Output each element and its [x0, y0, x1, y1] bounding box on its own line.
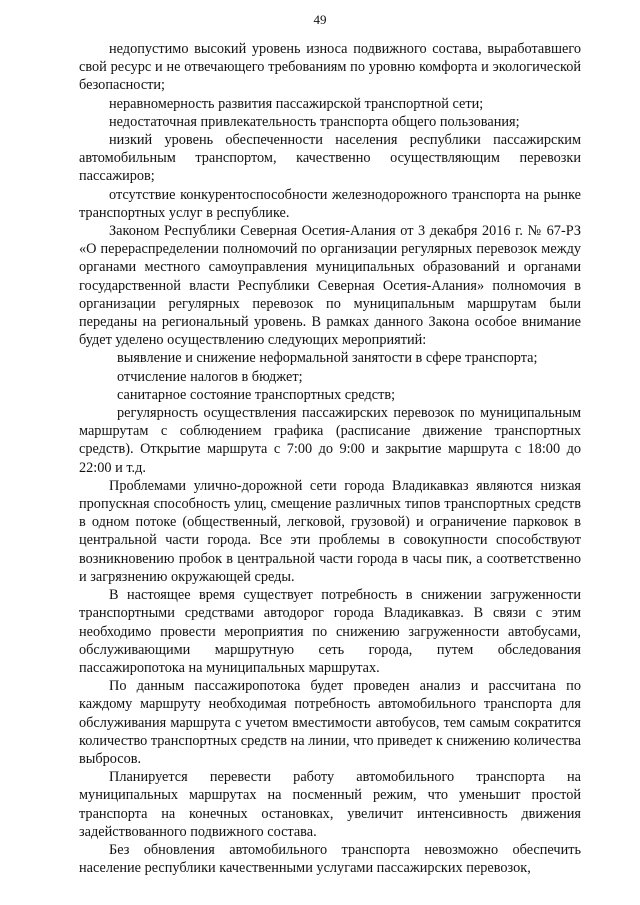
list-item: недостаточная привлекательность транспорта общего пользования; [109, 113, 520, 130]
list-item: недопустимо высокий уровень износа подвижного состава, выработавшего свой ресурс и не отвечающего требованиям по уровню комфорта и экологической безопасности; [79, 41, 581, 94]
page-number: 49 [313, 12, 327, 27]
paragraph: Без обновления автомобильного транспорта невозможно обеспечить население республики качественными услугами пассажирских перевозок, [79, 841, 581, 877]
list-item: выявление и снижение неформальной занятости в сфере транспорта; [117, 350, 538, 367]
list-item: неравномерность развития пассажирской транспортной сети; [109, 95, 484, 112]
body-text [79, 40, 581, 877]
list-item: низкий уровень обеспеченности населения республики пассажирским автомобильным транспортом, качественно осуществляющим перевозки пассажиров; [79, 132, 581, 185]
paragraph: В настоящее время существует потребность в снижении загруженности транспортными средствами автодорог города Владикавказ. В связи с этим необходимо провести мероприятия по снижению загруженности автобусами, обслуживающими маршрутную сеть города, путем обследования пассажиропотока на муниципальных маршрутах. [79, 587, 581, 676]
list-item: отчисление налогов в бюджет; [117, 368, 303, 385]
paragraph: Проблемами улично-дорожной сети города Владикавказ являются низкая пропускная способность улиц, смещение различных типов транспортных средств в одном потоке (общественный, легковой, грузовой) и ограничение парковок в центральной части города. Все эти проблемы в совокупности способствуют возникновению пробок в центральной части города в часы пик, а соответственно и загрязнению окружающей среды. [79, 477, 581, 585]
paragraph: По данным пассажиропотока будет проведен анализ и рассчитана по каждому маршруту необходимая потребность автомобильного транспорта для обслуживания маршрута с учетом вместимости автобусов, тем самым сократится количество транспортных средств на линии, что приведет к снижению количества выбросов. [79, 678, 581, 767]
paragraph: Планируется перевести работу автомобильного транспорта на муниципальных маршрутах на посменный режим, что уменьшит простой транспорта на конечных остановках, увеличит интенсивность движения задействованного подвижного состава. [79, 769, 581, 840]
list-item: регулярность осуществления пассажирских перевозок по муниципальным маршрутам с соблюдением графика (расписание движение транспортных средств). Открытие маршрута с 7:00 до 9:00 и закрытие маршрута с 18:00 до 22:00 и т.д. [79, 405, 581, 476]
paragraph: Законом Республики Северная Осетия-Алания от 3 декабря 2016 г. № 67-РЗ «О перераспределении полномочий по организации регулярных перевозок между органами местного самоуправления муниципальных образований и органами государственной власти Республики Северная Осетия-Алания» полномочия в организации регулярных перевозок по муниципальным маршрутам были переданы на региональный уровень. В рамках данного Закона особое внимание будет уделено осуществлению следующих мероприятий: [79, 223, 581, 349]
list-item: санитарное состояние транспортных средств; [117, 386, 396, 403]
list-item: отсутствие конкурентоспособности железнодорожного транспорта на рынке транспортных услуг в республике. [79, 186, 581, 221]
